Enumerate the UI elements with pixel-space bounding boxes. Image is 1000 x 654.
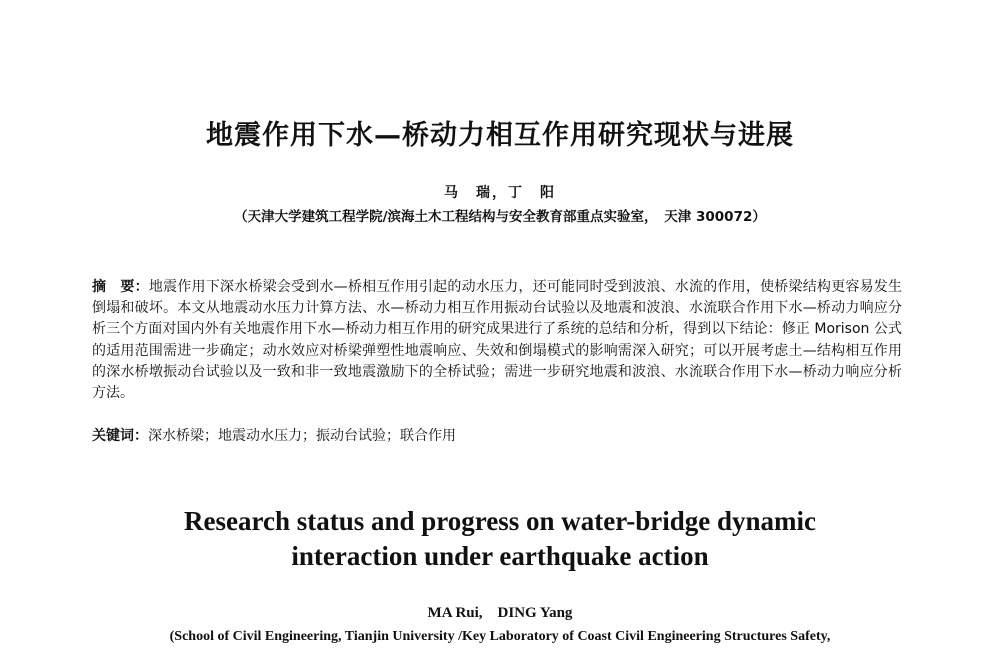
english-affiliation: (School of Civil Engineering, Tianjin University /Key Laboratory of Coast Civil Engineering Structures Safety, — [169, 629, 831, 644]
chinese-title: 地震作用下水—桥动力相互作用研究现状与进展 — [206, 120, 794, 151]
abstract-label: 摘 要： — [92, 279, 149, 295]
abstract-paragraph — [92, 277, 902, 404]
chinese-authors: 马 瑞，丁 阳 — [444, 185, 556, 201]
english-title-line-1: Research status and progress on water-bridge dynamic — [184, 506, 816, 536]
english-title — [0, 504, 1000, 574]
keywords-line — [92, 426, 902, 447]
chinese-affiliation: （天津大学建筑工程学院/滨海土木工程结构与安全教育部重点实验室， 天津 300072） — [234, 209, 766, 225]
keywords-text: 深水桥梁；地震动水压力；振动台试验；联合作用 — [148, 428, 456, 444]
abstract-text: 地震作用下深水桥梁会受到水—桥相互作用引起的动水压力，还可能同时受到波浪、水流的作用，使桥梁结构更容易发生倒塌和破坏。本文从地震动水压力计算方法、水—桥动力相互作用振动台试验以及地震和波浪、水流联合作用下水—桥动力响应分析三个方面对国内外有关地震作用下水—桥动力相互作用的研究成果进行了系统的总结和分析，得到以下结论：修正 Morison 公式的适用范围需进一步确定；动水效应对桥梁弹塑性地震响应、失效和倒塌模式的影响需深入研究；可以开展考虑土—结构相互作用的深水桥墩振动台试验以及一致和非一致地震激励下的全桥试验；需进一步研究地震和波浪、水流联合作用下水—桥动力响应分析方法。 — [92, 279, 902, 402]
english-title-line-2: interaction under earthquake action — [291, 541, 709, 571]
keywords-label: 关键词： — [92, 428, 148, 444]
english-authors: MA Rui, DING Yang — [427, 605, 573, 621]
